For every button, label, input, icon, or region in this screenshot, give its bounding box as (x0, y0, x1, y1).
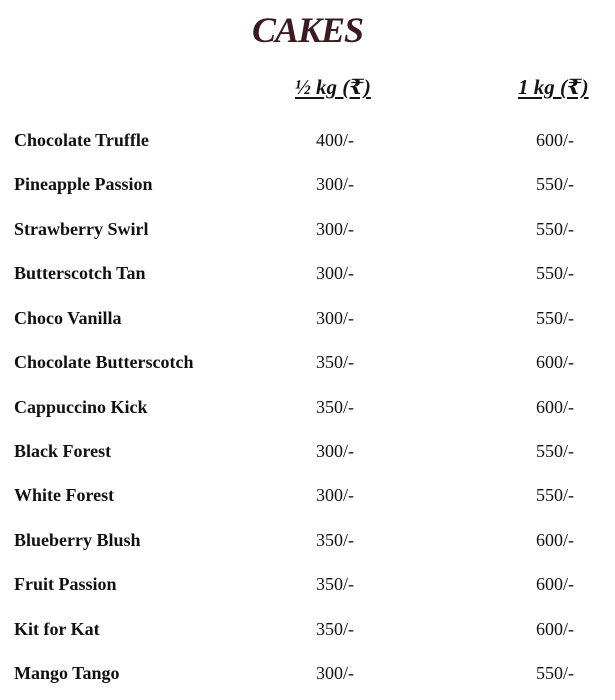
price-half-kg: 300/- (316, 663, 354, 683)
cake-name: Fruit Passion (14, 574, 117, 594)
price-row (0, 348, 615, 376)
cake-name: Mango Tango (14, 663, 120, 683)
price-row (0, 659, 615, 687)
price-half-kg: 300/- (316, 263, 354, 283)
cake-name: Chocolate Truffle (14, 130, 149, 150)
price-one-kg: 550/- (536, 441, 574, 461)
price-one-kg: 550/- (536, 219, 574, 239)
price-row (0, 304, 615, 332)
price-half-kg: 300/- (316, 308, 354, 328)
price-row (0, 526, 615, 554)
page-title: CAKES (251, 10, 364, 50)
price-row (0, 170, 615, 198)
price-row (0, 570, 615, 598)
price-half-kg: 350/- (316, 530, 354, 550)
cake-name: Choco Vanilla (14, 308, 122, 328)
price-one-kg: 550/- (536, 663, 574, 683)
price-half-kg: 350/- (316, 574, 354, 594)
price-row (0, 437, 615, 465)
cake-name: White Forest (14, 485, 115, 505)
price-one-kg: 600/- (536, 130, 574, 150)
price-half-kg: 350/- (316, 352, 354, 372)
price-row (0, 393, 615, 421)
cake-name: Pineapple Passion (14, 174, 153, 194)
column-header-half-kg: ½ kg (₹) (295, 75, 371, 99)
cake-name: Blueberry Blush (14, 530, 141, 550)
price-half-kg: 350/- (316, 619, 354, 639)
price-one-kg: 600/- (536, 397, 574, 417)
cake-name: Strawberry Swirl (14, 219, 149, 239)
price-one-kg: 600/- (536, 574, 574, 594)
cake-name: Chocolate Butterscotch (14, 352, 194, 372)
price-one-kg: 600/- (536, 352, 574, 372)
price-one-kg: 600/- (536, 619, 574, 639)
price-half-kg: 350/- (316, 397, 354, 417)
price-one-kg: 550/- (536, 174, 574, 194)
cake-name: Butterscotch Tan (14, 263, 146, 283)
price-half-kg: 300/- (316, 441, 354, 461)
cake-name: Kit for Kat (14, 619, 100, 639)
price-half-kg: 300/- (316, 485, 354, 505)
price-one-kg: 600/- (536, 530, 574, 550)
column-header-one-kg: 1 kg (₹) (518, 75, 589, 99)
price-row (0, 615, 615, 643)
price-half-kg: 400/- (316, 130, 354, 150)
price-row (0, 126, 615, 154)
cake-name: Black Forest (14, 441, 112, 461)
price-half-kg: 300/- (316, 219, 354, 239)
price-one-kg: 550/- (536, 263, 574, 283)
price-row (0, 481, 615, 509)
price-one-kg: 550/- (536, 485, 574, 505)
cake-name: Cappuccino Kick (14, 397, 148, 417)
price-one-kg: 550/- (536, 308, 574, 328)
price-row (0, 215, 615, 243)
price-half-kg: 300/- (316, 174, 354, 194)
price-row (0, 259, 615, 287)
